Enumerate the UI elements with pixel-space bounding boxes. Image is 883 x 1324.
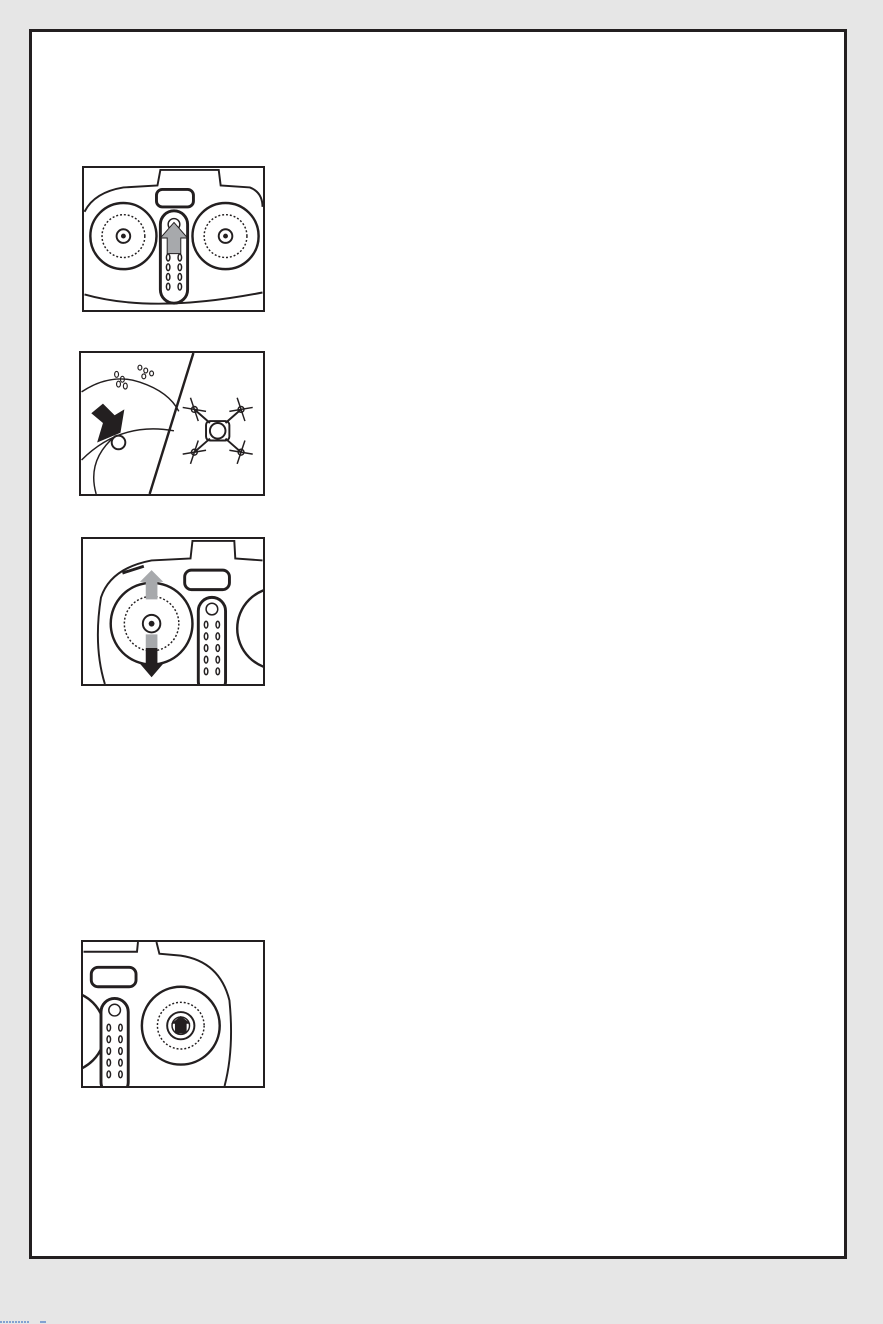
figure-left-stick-throttle	[81, 537, 265, 686]
remote-right-stick-press-icon	[83, 942, 263, 1086]
remote-left-stick-up-down-icon	[83, 539, 263, 684]
manual-page	[29, 29, 847, 1259]
figure-right-stick-press	[81, 940, 265, 1088]
print-mark-icon	[0, 1317, 46, 1323]
figure-remote-power-on	[82, 166, 265, 312]
remote-power-switch-up-icon	[84, 168, 263, 310]
figure-drone-power-on	[79, 351, 265, 496]
drone-power-button-press-icon	[81, 353, 263, 494]
